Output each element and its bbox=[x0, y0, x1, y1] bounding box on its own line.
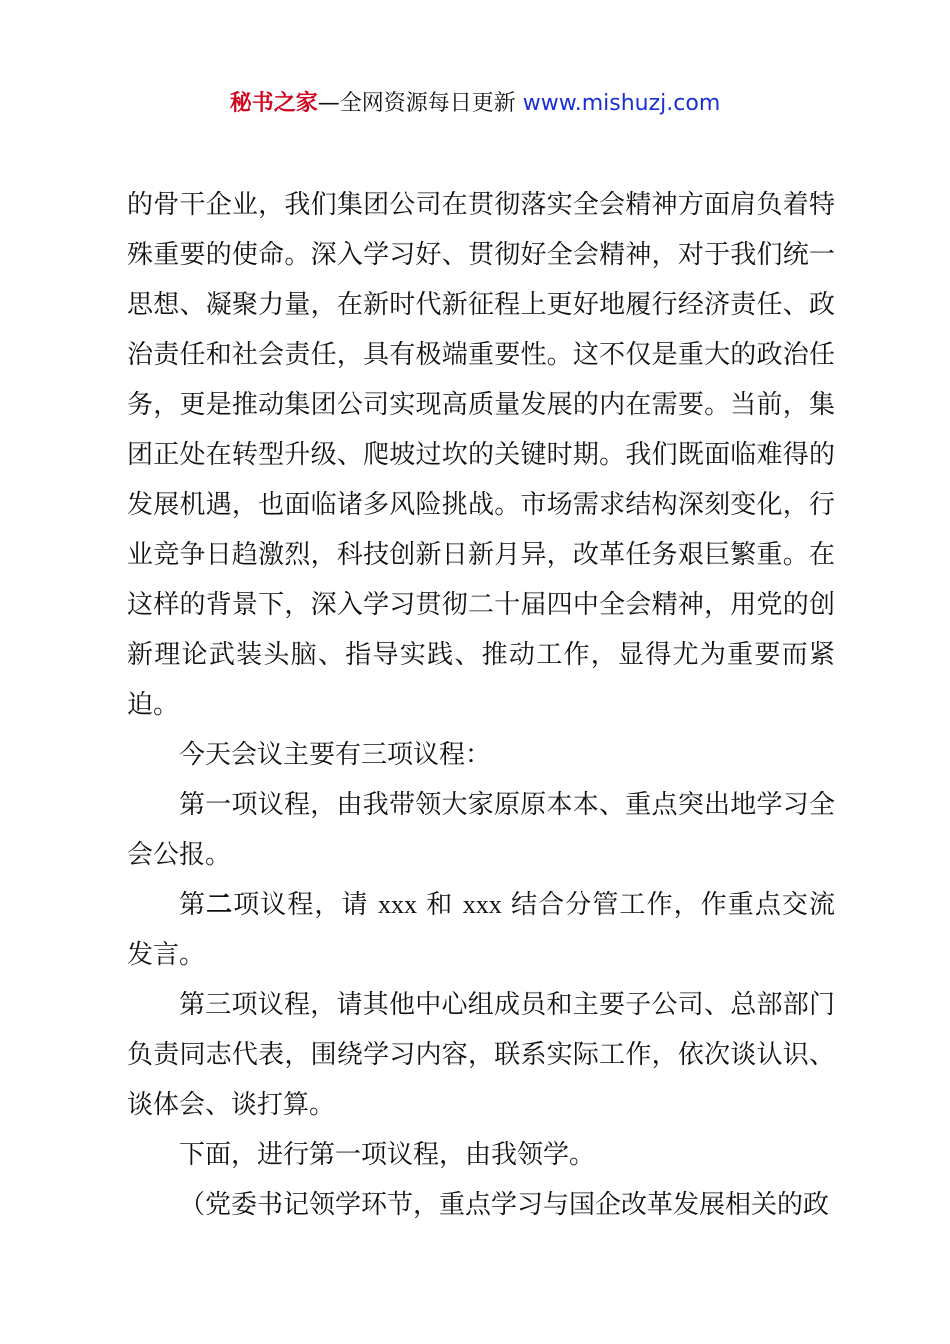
watermark-header bbox=[0, 86, 950, 122]
paragraph-agenda-item-1: 第一项议程，由我带领大家原原本本、重点突出地学习全会公报。 bbox=[127, 790, 835, 870]
paragraph-agenda-item-3: 第三项议程，请其他中心组成员和主要子公司、总部部门负责同志代表，围绕学习内容，联系实际工作，依次谈认识、谈体会、谈打算。 bbox=[127, 990, 835, 1120]
paragraph-note: （党委书记领学环节，重点学习与国企改革发展相关的政 bbox=[179, 1190, 830, 1220]
paragraph-agenda-item-2 bbox=[127, 880, 835, 980]
placeholder-name-1: xxx bbox=[377, 890, 417, 919]
agenda-item-2-number: 二 bbox=[206, 890, 234, 920]
website-link[interactable]: www.mishuzj.com bbox=[522, 91, 721, 116]
brand-name: 秘书之家 bbox=[229, 91, 318, 116]
agenda-item-2-text: 项议程，请 bbox=[233, 890, 378, 920]
header-tagline: —全网资源每日更新 bbox=[317, 91, 523, 116]
paragraph-transition: 下面，进行第一项议程，由我领学。 bbox=[179, 1140, 596, 1170]
agenda-item-2-prefix: 第 bbox=[179, 890, 207, 920]
agenda-item-2-suffix: 结合分管工作，作重点交流发言。 bbox=[127, 890, 835, 970]
agenda-item-2-connector: 和 bbox=[416, 890, 463, 920]
paragraph-background: 的骨干企业，我们集团公司在贯彻落实全会精神方面肩负着特殊重要的使命。深入学习好、贯彻好全会精神，对于我们统一思想、凝聚力量，在新时代新征程上更好地履行经济责任、政治责任和社会责任，具有极端重要性。这不仅是重大的政治任务，更是推动集团公司实现高质量发展的内在需要。当前，集团正处在转型升级、爬坡过坎的关键时期。我们既面临难得的发展机遇，也面临诸多风险挑战。市场需求结构深刻变化，行业竞争日趋激烈，科技创新日新月异，改革任务艰巨繁重。在这样的背景下，深入学习贯彻二十届四中全会精神，用党的创新理论武装头脑、指导实践、推动工作，显得尤为重要而紧迫。 bbox=[127, 190, 835, 720]
paragraph-agenda-intro: 今天会议主要有三项议程： bbox=[179, 740, 492, 770]
document-body bbox=[127, 180, 835, 1230]
placeholder-name-2: xxx bbox=[462, 890, 502, 919]
